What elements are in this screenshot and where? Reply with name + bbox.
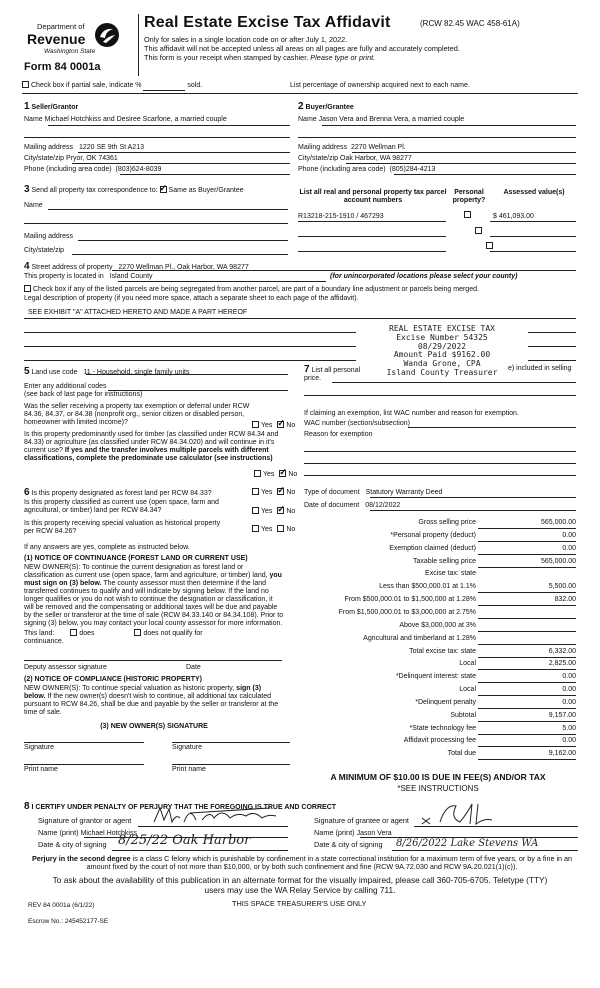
alternate-format-note: To ask about the availability of this publication in an alternate format for the visually impaired, please call 360-705-6705. Teletype (TTY) users may use the WA Relay Service by calling 711. — [52, 875, 548, 895]
grantor-date-field[interactable]: 8/25/22 Oak Harbor — [118, 833, 251, 848]
escrow-number: Escrow No.: 245452177-SE — [28, 918, 109, 925]
buyer-name-field[interactable]: Jason Vera and Brenna Vera, a married couple — [318, 116, 465, 123]
tax-row-value[interactable]: 0.00 — [478, 532, 576, 542]
yes-label: Yes — [261, 422, 273, 429]
perjury-text: is a class C felony which is punishable by confinement in a state correctional institution for a maximum term of five years, or by a fine in an amount fixed by the court of not more than $10,000, or by both such confinement and fine (RCW 9A.72.030 and RCW 9A.20.021(1)(c)). — [86, 854, 573, 872]
yes-label: Yes — [261, 489, 273, 496]
exempt-claim-label: If claiming an exemption, list WAC number and reason for exemption. — [304, 410, 519, 417]
see-instructions: *SEE INSTRUCTIONS — [397, 784, 479, 793]
sec3-city-label: City/state/zip — [24, 247, 65, 254]
tax-row-value[interactable]: 5.00 — [478, 725, 576, 735]
seller-city-field[interactable]: Pryor, OK 74361 — [66, 155, 118, 162]
tax-row-value[interactable]: 0.00 — [478, 737, 576, 747]
tax-row-label: Affidavit processing fee — [403, 737, 476, 745]
tax-row-label: From $1,500,000.01 to $3,000,000 at 2.75% — [338, 608, 476, 616]
tax-row-label: Total excise tax: state — [409, 647, 476, 655]
no-label: No — [286, 508, 296, 515]
seller-phone-label: Phone (including area code) — [24, 166, 112, 173]
no-label: No — [286, 489, 296, 496]
segregated-checkbox[interactable] — [24, 285, 31, 292]
header-line1: Only for sales in a single location code on or after July 1, 2022. — [144, 35, 348, 44]
continuance-text-a: NEW OWNER(S): To continue the current designation as forest land or classification as current use (open space, farm and agriculture, or timber) land, — [24, 564, 268, 580]
tax-row — [300, 724, 578, 735]
grantee-signature[interactable] — [420, 800, 520, 828]
tax-row-value[interactable]: 0.00 — [478, 686, 576, 696]
land-use-field[interactable]: 11 - Household, single family units — [83, 369, 190, 376]
tax-row-label: Above $3,000,000 at 3% — [399, 621, 476, 629]
historic-no-checkbox[interactable] — [277, 525, 284, 532]
deputy-assessor-signature[interactable]: Deputy assessor signature — [24, 664, 107, 671]
tax-row-label: Exemption claimed (deduct) — [389, 544, 476, 552]
buyer-phone-label: Phone (including area code) — [298, 166, 386, 173]
seller-mailing-label: Mailing address — [24, 144, 74, 151]
owner-print-name-1[interactable]: Print name — [24, 766, 58, 773]
parcel-number-1[interactable]: R13218-215-1910 / 467293 — [298, 213, 384, 220]
buyer-name-label: Name — [298, 116, 317, 123]
continuance-text-b: The county assessor must then determine if the land transferred continues to qualify and will indicate by signing below. If the land no longer qualifies or you do not wish to continue the designation or classification, it will be removed and the compensating or additional taxes will be due and payable by the seller or transferor at the time of sale (RCW 84.33.140 or 84.34.108). Prior to signing (3) below, you may contact your local county assessor for more information. — [24, 580, 284, 628]
tax-row-value[interactable]: 9,157.00 — [478, 712, 576, 722]
timber-no-checkbox[interactable] — [279, 470, 286, 477]
tax-row-value[interactable]: 0.00 — [478, 699, 576, 709]
tax-row-value[interactable]: 0.00 — [478, 673, 576, 683]
dor-logo — [24, 14, 124, 74]
form-number: Form 84 0001a — [24, 61, 101, 73]
grantee-name-label: Name (print) — [314, 828, 355, 837]
street-address-field[interactable]: 2270 Wellman Pl., Oak Harbor, WA 98277 — [118, 264, 249, 271]
tax-row-value[interactable]: 565,000.00 — [478, 558, 576, 568]
grantee-date-label: Date & city of signing — [314, 840, 383, 849]
tax-row-label: Local — [459, 660, 476, 668]
ownership-note: List percentage of ownership acquired next to each name. — [290, 82, 470, 89]
continuance-heading: (1) NOTICE OF CONTINUANCE (FOREST LAND OR CURRENT USE) — [24, 555, 248, 562]
tax-row-label: Local — [459, 686, 476, 694]
stamp-line5: Wanda Grone, CPA — [403, 359, 481, 369]
land-use-label: Land use code — [31, 369, 78, 376]
seller-name-label: Name — [24, 116, 43, 123]
tax-row — [300, 749, 578, 760]
assessed-value-1[interactable]: $ 461,093.00 — [493, 213, 534, 220]
partial-sale-label: Check box if partial sale, indicate % — [31, 82, 142, 89]
sec7-label-a: List all personal — [311, 367, 361, 374]
sec7-label-c: price. — [304, 375, 322, 382]
dept-name: Revenue — [27, 31, 86, 47]
continuance-text-bold: you must sign on (3) below. — [24, 572, 282, 588]
doc-date-field[interactable]: 08/12/2022 — [365, 502, 401, 509]
answers-note: If any answers are yes, complete as instructed below. — [24, 544, 190, 551]
tax-row-value[interactable]: 565,000.00 — [478, 519, 576, 529]
stamp-line2: Excise Number 54325 — [396, 332, 488, 342]
dept-line1: Department of — [37, 22, 85, 31]
tax-row — [300, 582, 578, 593]
header-line3-italic: Please type or print. — [310, 53, 376, 62]
reason-label: Reason for exemption — [304, 431, 373, 438]
does-qualify-checkbox[interactable] — [70, 629, 77, 636]
does-label: does — [79, 630, 95, 637]
tax-row-value[interactable]: 0.00 — [478, 545, 576, 555]
stamp-line1: REAL ESTATE EXCISE TAX — [389, 324, 495, 333]
exemption-yes-checkbox[interactable] — [252, 421, 259, 428]
tax-row — [300, 518, 578, 529]
grantor-name-label: Name (print) — [38, 828, 79, 837]
new-owner-signature-heading: (3) NEW OWNER(S) SIGNATURE — [100, 723, 208, 730]
historic-text-b: If the new owner(s) doesn't wish to continue, all additional tax calculated pursuant to RCW 84.26, shall be due and payable by the seller or transferor at the time of sale. — [24, 693, 279, 717]
current-use-yes-checkbox[interactable] — [252, 507, 259, 514]
tax-row-value[interactable] — [478, 609, 576, 619]
seller-city-label: City/state/zip — [24, 155, 65, 162]
statute-ref: (RCW 82.45 WAC 458-61A) — [420, 19, 520, 28]
same-as-buyer-checkbox[interactable] — [160, 186, 167, 193]
tax-row — [300, 557, 578, 568]
sec3-label: Send all property tax correspondence to: — [31, 187, 158, 194]
assessed-col-header: Assessed value(s) — [503, 189, 565, 196]
buyer-heading: Buyer/Grantee — [305, 104, 354, 111]
tax-row — [300, 736, 578, 747]
tax-row-value[interactable] — [478, 635, 576, 645]
tax-row-value[interactable]: 832.00 — [478, 596, 576, 606]
personal-property-checkbox-3[interactable] — [486, 242, 493, 249]
buyer-mailing-label: Mailing address — [298, 144, 348, 151]
tax-row — [300, 531, 578, 542]
tax-row-label: Taxable selling price — [412, 557, 476, 565]
street-address-label: Street address of property — [31, 264, 113, 271]
partial-sale-percent[interactable] — [143, 82, 185, 91]
tax-row-value[interactable]: 2,825.00 — [478, 660, 576, 670]
located-in-label: This property is located in — [24, 273, 104, 280]
tax-row-label: *Personal property (deduct) — [390, 531, 476, 539]
yes-label: Yes — [261, 526, 273, 533]
county-note: (for unincorporated locations please select your county) — [330, 273, 518, 280]
tax-row-value[interactable] — [478, 622, 576, 632]
revenue-swirl-icon — [94, 22, 120, 48]
grantor-signature-label: Signature of grantor or agent — [38, 816, 132, 825]
timber-question-bold: If yes and the transfer involves multiple parcels with different classifications, complete the predominate use calculator (see instructions) — [24, 447, 273, 463]
continuance-label: continuance. — [24, 638, 64, 645]
tax-row-label: *Delinquent interest: state — [395, 673, 476, 681]
current-use-no-checkbox[interactable] — [277, 507, 284, 514]
rev-number: REV 84 0001a (6/1/22) — [28, 902, 95, 909]
stamp-line3: 08/29/2022 — [417, 341, 467, 351]
tax-row-label: *Delinquent penalty — [415, 698, 476, 706]
no-label: No — [286, 422, 296, 429]
no-label: No — [286, 526, 296, 533]
timber-question: Is this property predominantly used for timber (as classified under RCW 84.34 and 84.33) or agriculture (as classified under RCW 84.34.020) and will continue in it's current use? — [24, 431, 279, 455]
certify-statement: I CERTIFY UNDER PENALTY OF PERJURY THAT THE FOREGOING IS TRUE AND CORRECT — [31, 804, 337, 811]
deputy-date-label: Date — [186, 664, 201, 671]
no-label: No — [288, 471, 298, 478]
forest-no-checkbox[interactable] — [277, 488, 284, 495]
form-title: Real Estate Excise Tax Affidavit — [144, 14, 391, 31]
legal-desc-field[interactable]: SEE EXHIBIT "A" ATTACHED HERETO AND MADE A PART HEREOF — [28, 309, 248, 316]
grantor-date-label: Date & city of signing — [38, 840, 107, 849]
buyer-phone-field[interactable]: (805)284-4213 — [389, 166, 436, 173]
perjury-bold: Perjury in the second degree — [31, 854, 131, 863]
historic-question: Is this property receiving special valuation as historical property per RCW 84.26? — [24, 520, 221, 536]
current-use-question: Is this property classified as current use (open space, farm and agricultural, or timber) land per RCW 84.34? — [24, 499, 219, 515]
tax-row — [300, 647, 578, 658]
personal-col-header: Personal property? — [452, 189, 486, 205]
partial-sale-sold: sold. — [187, 82, 203, 89]
forest-question: Is this property designated as forest land per RCW 84.33? — [31, 490, 212, 497]
parcel-col-header: List all real and personal property tax parcel account numbers — [299, 189, 447, 205]
timber-yes-checkbox[interactable] — [254, 470, 261, 477]
stamp-line6: Island County Treasurer — [386, 367, 498, 377]
tax-row-value[interactable]: 5,500.00 — [478, 583, 576, 593]
same-as-buyer-label: Same as Buyer/Grantee — [168, 187, 244, 194]
buyer-city-field[interactable]: Oak Harbor, WA 98277 — [340, 155, 412, 162]
tax-row — [300, 621, 578, 632]
owner-signature-2[interactable]: Signature — [172, 744, 202, 751]
forest-yes-checkbox[interactable] — [252, 488, 259, 495]
grantor-signature[interactable] — [150, 804, 280, 828]
yes-label: Yes — [263, 471, 275, 478]
county-select[interactable]: Island County — [109, 273, 153, 280]
additional-codes-note: (see back of last page for instructions) — [24, 391, 143, 398]
tax-row — [300, 672, 578, 683]
does-not-label: does not qualify for — [143, 630, 203, 637]
personal-property-checkbox-2[interactable] — [475, 227, 482, 234]
treasurer-use-only: THIS SPACE TREASURER'S USE ONLY — [232, 899, 367, 908]
buyer-mailing-field[interactable]: 2270 Wellman Pl. — [350, 144, 406, 151]
buyer-city-label: City/state/zip — [298, 155, 339, 162]
segregated-label: Check box if any of the listed parcels are being segregated from another parcel, are part of a boundary line adjustment or parcels being merged. — [33, 286, 479, 293]
tax-row-label: Excise tax: state — [425, 570, 476, 578]
wac-number-label: WAC number (section/subsection) — [304, 420, 410, 427]
grantee-signature-label: Signature of grantee or agent — [314, 816, 409, 825]
doc-type-field[interactable]: Statutory Warranty Deed — [365, 489, 443, 496]
tax-row-label: Subtotal — [450, 711, 476, 719]
tax-row — [300, 685, 578, 696]
grantor-name-field[interactable]: Michael Hotchkiss — [80, 830, 137, 837]
partial-sale-checkbox[interactable] — [22, 81, 29, 88]
this-land-label: This land: — [24, 630, 55, 637]
sec7-label-b: e) included in selling — [508, 365, 572, 372]
tax-row — [300, 595, 578, 606]
tax-row-label: Total due — [447, 750, 476, 758]
tax-row — [300, 698, 578, 709]
sec3-mailing-label: Mailing address — [24, 233, 74, 240]
yes-label: Yes — [261, 508, 273, 515]
tax-row — [300, 711, 578, 722]
seller-name-field[interactable]: Michael Hotchkiss and Desiree Scarfone, a married couple — [44, 116, 227, 123]
tax-row-label: *State technology fee — [409, 724, 476, 732]
legal-desc-label: Legal description of property (if you need more space, attach a separate sheet to each page of the affidavit). — [24, 295, 359, 302]
personal-property-checkbox-1[interactable] — [464, 211, 471, 218]
header-line2: This affidavit will not be accepted unless all areas on all pages are fully and accurately completed. — [144, 44, 460, 53]
sec3-name-label: Name — [24, 202, 43, 209]
doc-date-label: Date of document — [304, 502, 360, 509]
doc-type-label: Type of document — [304, 489, 360, 496]
seller-heading: Seller/Grantor — [31, 104, 79, 111]
dept-state: Washington State — [44, 48, 96, 55]
stamp-line4: Amount Paid $9162.00 — [393, 350, 491, 360]
minimum-fee-note: A MINIMUM OF $10.00 IS DUE IN FEE(S) AND/OR TAX — [330, 772, 546, 782]
tax-row-label: From $500,000.01 to $1,500,000 at 1.28% — [344, 596, 476, 604]
tax-row — [300, 608, 578, 619]
historic-text-a: NEW OWNER(S): To continue special valuation as historic property, — [24, 685, 235, 692]
seller-mailing-field[interactable]: 1220 SE 9th St A213 — [78, 144, 144, 151]
treasurer-stamp — [356, 325, 528, 378]
tax-row — [300, 544, 578, 555]
historic-text-bold: sign (3) below. — [24, 685, 262, 701]
grantee-name-field[interactable]: Jason Vera — [356, 830, 392, 837]
tax-row-label: Less than $500,000.01 at 1.1% — [379, 583, 476, 591]
header-line3: This form is your receipt when stamped by cashier. — [144, 53, 309, 62]
tax-row-value[interactable]: 9,162.00 — [478, 750, 576, 760]
does-not-qualify-checkbox[interactable] — [134, 629, 141, 636]
tax-row — [300, 569, 578, 580]
historic-yes-checkbox[interactable] — [252, 525, 259, 532]
tax-row-label: Agricultural and timberland at 1.28% — [363, 634, 476, 642]
additional-codes-label: Enter any additional codes — [24, 383, 107, 390]
exemption-question: Was the seller receiving a property tax exemption or deferral under RCW 84.36, 84.37, or 84.38 (nonprofit org., senior citizen or disabled person, homeowner with limited income)? — [24, 403, 250, 427]
tax-row — [300, 659, 578, 670]
exemption-no-checkbox[interactable] — [277, 421, 284, 428]
seller-phone-field[interactable]: (803)624-8039 — [115, 166, 162, 173]
tax-row-label: Gross selling price — [418, 519, 476, 526]
owner-print-name-2[interactable]: Print name — [172, 766, 206, 773]
tax-row — [300, 634, 578, 645]
grantee-date-field[interactable]: 8/26/2022 Lake Stevens WA — [396, 838, 539, 849]
historic-heading: (2) NOTICE OF COMPLIANCE (HISTORIC PROPERTY) — [24, 676, 202, 683]
owner-signature-1[interactable]: Signature — [24, 744, 54, 751]
tax-row-value[interactable]: 6,332.00 — [478, 648, 576, 658]
